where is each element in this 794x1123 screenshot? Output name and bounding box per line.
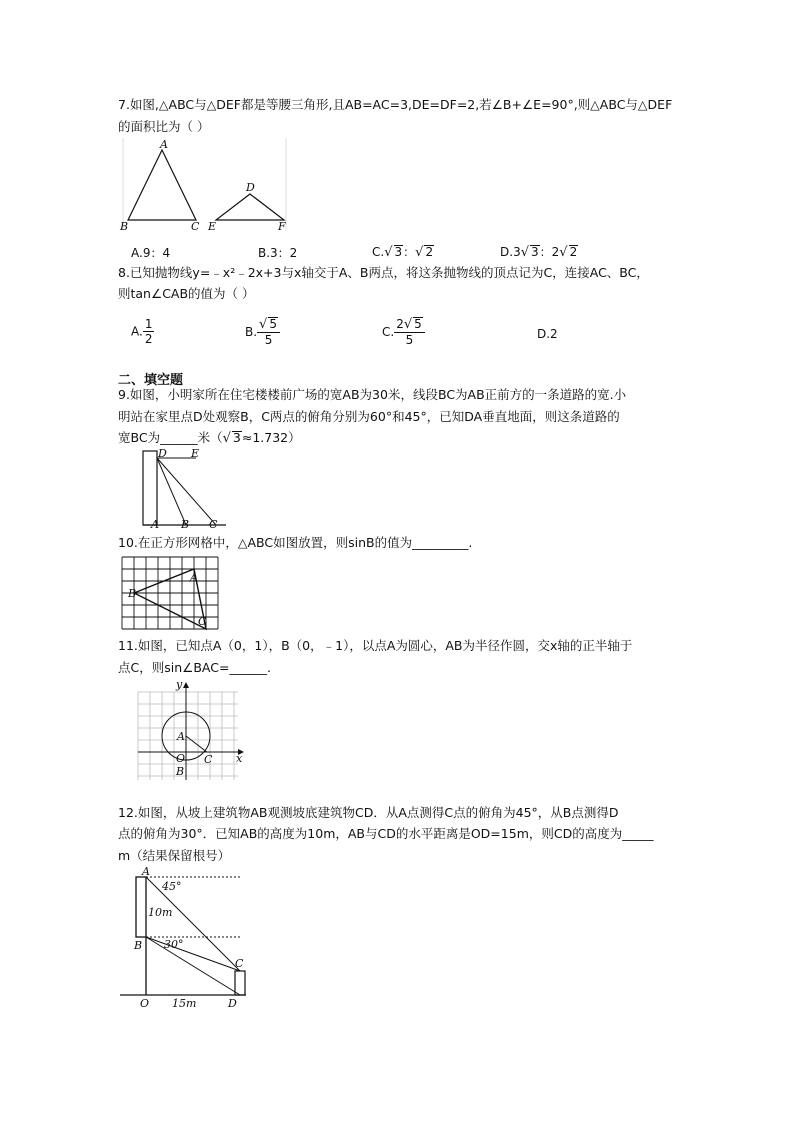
label-x: x: [236, 752, 243, 765]
q11-text-line1: 11.如图，已知点A（0，1），B（0，﹣1），以点A为圆心，AB为半径作圆，交x轴的正半轴于: [118, 638, 633, 653]
q7-option-a: A.9：4: [131, 246, 171, 260]
q8-option-c: C. $\frac{2√ 5}{5}$: [382, 317, 425, 347]
label-d: D: [228, 997, 237, 1010]
q8-option-a-num: 1: [144, 317, 153, 331]
label-a: A: [177, 730, 185, 743]
line-ac: [146, 877, 240, 971]
line-dc: [157, 458, 216, 525]
q7-option-d-prefix: D.: [500, 245, 514, 259]
triangle-abc: [128, 150, 196, 220]
label-d: D: [246, 181, 255, 194]
q8-option-b-num: 5: [269, 317, 277, 331]
q7-option-d-rad1: 3: [531, 245, 539, 259]
angle-45: 45°: [162, 880, 182, 893]
q7-option-c: C.√ 3：√ 2: [372, 245, 434, 260]
grid-lines: [138, 692, 238, 780]
q9-text-line3-a: 宽BC为______米（: [118, 430, 223, 445]
q8-option-a: [131, 317, 154, 346]
label-c: C: [209, 518, 218, 531]
q7-option-d-rad2: 2: [569, 245, 578, 259]
q7-option-d: D.3√ 3：2√ 2: [500, 245, 578, 260]
height-10m: 10m: [148, 906, 173, 919]
q7-option-c-rad1: 3: [394, 245, 403, 259]
y-axis-arrow: [183, 682, 189, 688]
q9-text-line3-rad: 3: [232, 430, 241, 445]
q7-text-line2: 的面积比为（ ）: [118, 119, 210, 134]
q8-option-b-prefix: B.: [245, 325, 258, 339]
label-b: B: [181, 518, 190, 531]
label-f: F: [278, 220, 286, 233]
q8-option-d: D.2: [537, 327, 558, 341]
q8-option-c-prefix: C.: [382, 325, 395, 339]
section-title: 二、填空题: [118, 373, 184, 388]
line-db: [157, 458, 186, 525]
q7-option-c-sep: ：: [403, 245, 416, 259]
label-c: C: [191, 220, 200, 233]
label-y: y: [176, 678, 183, 691]
q8-option-c-coef: 2: [396, 317, 404, 331]
building-ab: [136, 877, 146, 937]
q8-option-b-den: 5: [264, 333, 273, 347]
q8-option-b: B. $\frac{√ 5}{5}$: [245, 317, 280, 347]
q12-text-line1: 12.如图，从坡上建筑物AB观测坡底建筑物CD．从A点测得C点的俯角为45°，从B点测得D: [118, 805, 619, 820]
q7-option-c-rad2: 2: [425, 245, 434, 259]
label-c: C: [198, 615, 207, 628]
q8-option-a-prefix: A.: [131, 324, 143, 339]
q9-building-figure: [140, 448, 230, 530]
label-b: B: [176, 765, 185, 778]
label-a: A: [142, 865, 150, 878]
label-e: E: [191, 447, 200, 460]
label-a: A: [151, 518, 159, 531]
label-c: C: [235, 957, 244, 970]
label-a: A: [190, 571, 198, 584]
q11-text-line2: 点C，则sin∠BAC=______.: [118, 660, 271, 675]
q9-text-line3-b: ≈1.732）: [241, 430, 301, 445]
q8-option-a-den: 2: [144, 332, 153, 346]
label-o: O: [176, 752, 186, 765]
q10-text: 10.在正方形网格中，△ABC如图放置，则sinB的值为_________.: [118, 535, 473, 550]
q7-text-line1: 7.如图,△ABC与△DEF都是等腰三角形,且AB=AC=3,DE=DF=2,若∠B+∠E=90°,则△ABC与△DEF: [118, 97, 673, 112]
q11-coordinate-figure: [134, 680, 246, 784]
q7-option-b: B.3：2: [258, 246, 298, 260]
label-b: B: [120, 220, 129, 233]
label-b: B: [134, 939, 143, 952]
q8-text-line2: 则tan∠CAB的值为（ ）: [118, 286, 255, 301]
q8-option-c-num: 5: [414, 317, 422, 331]
building: [143, 451, 157, 525]
label-a: A: [160, 138, 168, 151]
label-e: E: [208, 220, 217, 233]
q7-triangle-figure: [118, 138, 298, 234]
q8-option-c-den: 5: [405, 333, 414, 347]
q9-text-line2: 明站在家里点D处观察B，C两点的俯角分别为60°和45°，已知DA垂直地面，则这条道路的: [118, 409, 620, 424]
building-cd: [235, 971, 245, 995]
label-o: O: [140, 997, 150, 1010]
q12-text-line2: 点的俯角为30°．已知AB的高度为10m，AB与CD的水平距离是OD=15m，则CD的高度为_____: [118, 826, 654, 841]
q7-option-d-coef2: 2: [551, 245, 560, 259]
q7-option-d-sep: ：: [539, 245, 552, 259]
q8-text-line1: 8.已知抛物线y=﹣x²﹣2x+3与x轴交于A、B两点，将这条抛物线的顶点记为C，连接AC、BC，: [118, 265, 649, 280]
q10-grid-figure: [120, 555, 220, 633]
q9-text-line1: 9.如图，小明家所在住宅楼楼前广场的宽AB为30米，线段BC为AB正前方的一条道路的宽.小: [118, 387, 627, 402]
q7-option-c-prefix: C.: [372, 245, 385, 259]
q9-text-line3: 宽BC为______米（√ 3≈1.732）: [118, 430, 301, 446]
triangle-def: [216, 194, 284, 220]
segment-ac: [186, 736, 207, 752]
label-d: D: [158, 447, 167, 460]
q7-option-d-coef1: 3: [513, 245, 521, 259]
label-c: C: [204, 753, 213, 766]
q12-slope-figure: [118, 865, 250, 1011]
distance-15m: 15m: [172, 997, 197, 1010]
angle-30: 30°: [164, 938, 184, 951]
q12-text-line3: m（结果保留根号）: [118, 848, 231, 863]
label-b: B: [128, 587, 137, 600]
